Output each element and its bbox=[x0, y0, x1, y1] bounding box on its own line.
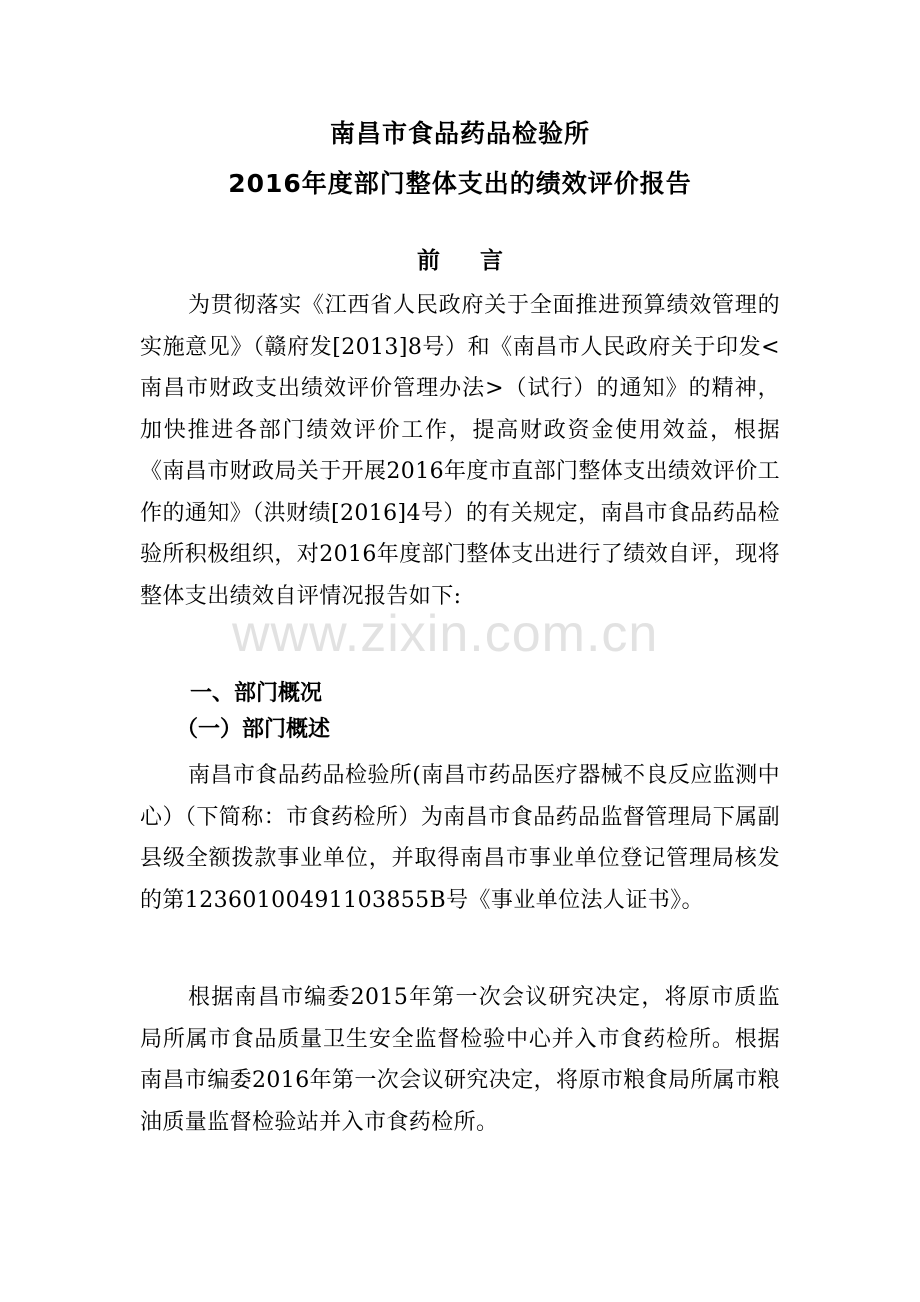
subsection-heading-department-summary: （一）部门概述 bbox=[176, 717, 331, 742]
document-title-line1: 南昌市食品药品检验所 bbox=[329, 119, 590, 148]
section-heading-department-overview: 一、部门概况 bbox=[190, 681, 323, 706]
watermark: www.zixin.com.cn bbox=[232, 605, 659, 663]
preface-heading: 前言 bbox=[417, 248, 543, 274]
preface-paragraph: 为贯彻落实《江西省人民政府关于全面推进预算绩效管理的实施意见》（赣府发[2013]8号）和《南昌市人民政府关于印发<南昌市财政支出绩效评价管理办法>（试行）的通知》的精神，加快推进各部门绩效评价工作，提高财政资金使用效益，根据《南昌市财政局关于开展2016年度市直部门整体支出绩效评价工作的通知》（洪财绩[2016]4号）的有关规定，南昌市食品药品检验所积极组织，对2016年度部门整体支出进行了绩效自评，现将整体支出绩效自评情况报告如下: bbox=[140, 293, 780, 609]
department-summary-paragraph: 南昌市食品药品检验所(南昌市药品医疗器械不良反应监测中心）（下简称：市食药检所）为南昌市食品药品监督管理局下属副县级全额拨款事业单位，并取得南昌市事业单位登记管理局核发的第12360100491103855B号《事业单位法人证书》。 bbox=[140, 763, 780, 913]
document-title-line2: 2016年度部门整体支出的绩效评价报告 bbox=[228, 169, 692, 198]
merger-history-paragraph: 根据南昌市编委2015年第一次会议研究决定，将原市质监局所属市食品质量卫生安全监督检验中心并入市食药检所。根据南昌市编委2016年第一次会议研究决定，将原市粮食局所属市粮油质量监督检验站并入市食药检所。 bbox=[140, 985, 780, 1135]
